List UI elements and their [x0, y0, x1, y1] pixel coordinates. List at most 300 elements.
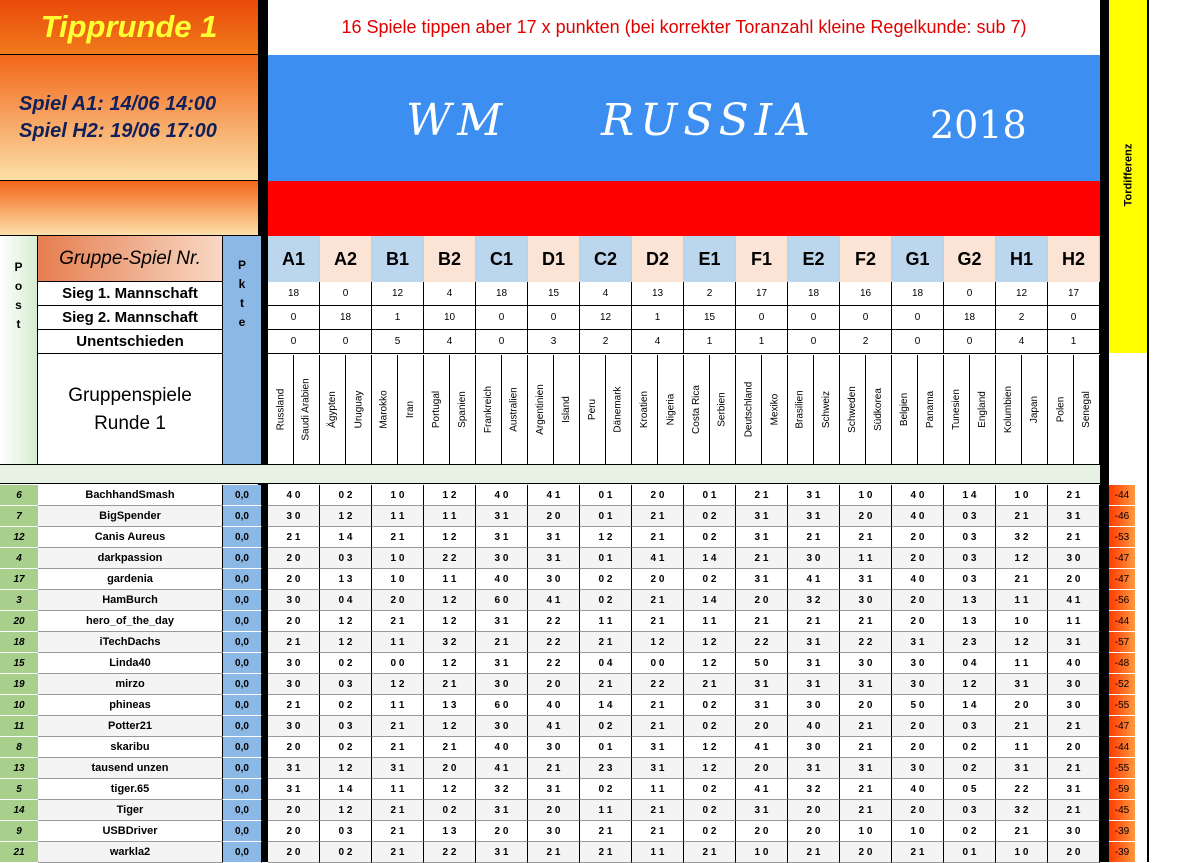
team-name: Brasilien [795, 390, 807, 429]
tip-cell: 1 4 [320, 779, 372, 800]
tip-cell: 2 1 [632, 527, 684, 548]
tip-cell: 3 1 [736, 800, 788, 821]
title-panel [0, 0, 258, 55]
tip-cell: 2 1 [1048, 716, 1100, 737]
tip-cell: 2 0 [892, 737, 944, 758]
player-position: 14 [0, 800, 38, 821]
team-name: Serbien [717, 392, 728, 427]
player-name: BachhandSmash [38, 485, 222, 506]
team-name: Russland [275, 388, 287, 431]
player-name: Potter21 [38, 716, 222, 737]
row-label-sieg1: Sieg 1. Mannschaft [38, 282, 222, 306]
tip-cell: 0 1 [580, 737, 632, 758]
player-points: 0,0 [222, 632, 262, 653]
team-away [554, 355, 580, 464]
match-header-e2: E2 [788, 236, 840, 282]
tip-cell: 3 0 [788, 548, 840, 569]
row-label-sieg2: Sieg 2. Mannschaft [38, 306, 222, 330]
match-header-g2: G2 [944, 236, 996, 282]
sieg1-count: 2 [684, 282, 736, 306]
sieg1-count: 17 [1048, 282, 1100, 306]
match-header-c1: C1 [476, 236, 528, 282]
tip-cell: 3 0 [892, 674, 944, 695]
player-points: 0,0 [222, 716, 262, 737]
tip-cell: 3 1 [736, 527, 788, 548]
tip-cell: 3 0 [528, 737, 580, 758]
team-away [398, 355, 424, 464]
player-points: 0,0 [222, 548, 262, 569]
pkte-letter-k: k [238, 277, 246, 291]
tip-cell: 3 1 [476, 842, 528, 863]
gruppenspiele-label [38, 355, 222, 464]
match-header-d2: D2 [632, 236, 684, 282]
tip-cell: 2 2 [424, 842, 476, 863]
tip-cell: 1 2 [684, 737, 736, 758]
tip-cell: 1 1 [372, 506, 424, 527]
team-away [1022, 355, 1048, 464]
tip-cell: 2 0 [892, 716, 944, 737]
team-name: Costa Rica [691, 385, 702, 434]
tip-cell: 3 1 [788, 758, 840, 779]
tip-cell: 1 1 [840, 548, 892, 569]
unentschieden-count: 1 [736, 330, 788, 354]
team-name: Südkorea [873, 388, 884, 431]
player-name: skaribu [38, 737, 222, 758]
tip-cell: 2 1 [788, 611, 840, 632]
sieg2-count: 2 [996, 306, 1048, 330]
tip-cell: 1 4 [684, 548, 736, 569]
player-points: 0,0 [222, 779, 262, 800]
tip-cell: 1 1 [424, 569, 476, 590]
team-name: Frankreich [483, 385, 494, 434]
team-name: Panama [925, 390, 936, 429]
tip-cell: 0 4 [320, 590, 372, 611]
tip-cell: 3 1 [476, 506, 528, 527]
sieg2-count: 0 [268, 306, 320, 330]
team-name: Ägypten [327, 391, 339, 428]
tip-cell: 0 3 [944, 506, 996, 527]
team-home [1048, 355, 1074, 464]
tip-cell: 2 1 [268, 527, 320, 548]
tip-cell: 4 0 [528, 695, 580, 716]
tip-cell: 1 2 [944, 674, 996, 695]
tip-cell: 3 1 [476, 653, 528, 674]
sieg2-count: 0 [788, 306, 840, 330]
player-points: 0,0 [222, 674, 262, 695]
team-name: Schweden [847, 386, 859, 433]
tip-cell: 3 0 [840, 590, 892, 611]
player-points: 0,0 [222, 737, 262, 758]
player-points: 0,0 [222, 590, 262, 611]
team-name: Spanien [457, 391, 469, 428]
player-position: 4 [0, 548, 38, 569]
tip-cell: 1 2 [424, 590, 476, 611]
tip-cell: 2 1 [684, 842, 736, 863]
post-letter-p: P [14, 260, 23, 274]
tip-cell: 2 1 [268, 695, 320, 716]
player-name: warkla2 [38, 842, 222, 863]
team-home [788, 355, 814, 464]
tordifferenz-value: -52 [1109, 674, 1135, 695]
sieg2-count: 18 [944, 306, 996, 330]
tip-cell: 2 1 [736, 485, 788, 506]
tordifferenz-value: -55 [1109, 695, 1135, 716]
match-header-g1: G1 [892, 236, 944, 282]
team-away [346, 355, 372, 464]
unentschieden-count: 1 [1048, 330, 1100, 354]
sieg2-count: 12 [580, 306, 632, 330]
tip-cell: 2 1 [840, 779, 892, 800]
sieg2-count: 0 [892, 306, 944, 330]
pkte-letter-e: e [238, 315, 246, 329]
tip-cell: 1 2 [684, 632, 736, 653]
tordifferenz-value: -53 [1109, 527, 1135, 548]
tip-cell: 2 1 [736, 548, 788, 569]
tip-cell: 2 1 [684, 674, 736, 695]
tip-cell: 4 1 [788, 569, 840, 590]
tip-cell: 2 0 [1048, 569, 1100, 590]
pkte-letter-t: t [240, 296, 244, 310]
tordifferenz-value: -56 [1109, 590, 1135, 611]
tip-cell: 4 0 [892, 779, 944, 800]
match-header-a2: A2 [320, 236, 372, 282]
tip-cell: 2 0 [268, 821, 320, 842]
tip-cell: 0 4 [944, 653, 996, 674]
red-band [268, 181, 1100, 236]
team-away [970, 355, 996, 464]
tip-cell: 1 2 [320, 632, 372, 653]
tip-cell: 1 1 [684, 611, 736, 632]
tip-cell: 1 2 [996, 548, 1048, 569]
tip-cell: 0 1 [944, 842, 996, 863]
tip-cell: 3 1 [1048, 632, 1100, 653]
match-header-f2: F2 [840, 236, 892, 282]
tip-cell: 0 2 [684, 716, 736, 737]
tip-cell: 2 1 [840, 527, 892, 548]
gruppe-spiel-label: Gruppe-Spiel Nr. [38, 236, 222, 282]
tip-cell: 0 2 [944, 821, 996, 842]
sieg2-count: 0 [476, 306, 528, 330]
player-position: 3 [0, 590, 38, 611]
tip-cell: 2 0 [736, 758, 788, 779]
unentschieden-count: 0 [268, 330, 320, 354]
tip-cell: 2 1 [840, 737, 892, 758]
tip-cell: 2 1 [1048, 800, 1100, 821]
player-position: 9 [0, 821, 38, 842]
tip-cell: 1 0 [892, 821, 944, 842]
team-home [996, 355, 1022, 464]
tip-cell: 2 1 [632, 506, 684, 527]
tip-cell: 1 1 [424, 506, 476, 527]
page-title: Tipprunde 1 [40, 9, 218, 44]
unentschieden-count: 2 [840, 330, 892, 354]
tip-cell: 2 1 [996, 506, 1048, 527]
sieg1-count: 13 [632, 282, 684, 306]
tip-cell: 2 1 [996, 569, 1048, 590]
tordifferenz-value: -55 [1109, 758, 1135, 779]
team-home [632, 355, 658, 464]
team-away [606, 355, 632, 464]
tip-cell: 0 3 [944, 548, 996, 569]
unentschieden-count: 5 [372, 330, 424, 354]
tip-cell: 2 1 [268, 632, 320, 653]
tordifferenz-value: -47 [1109, 548, 1135, 569]
tip-cell: 2 0 [424, 758, 476, 779]
tordifferenz-value: -59 [1109, 779, 1135, 800]
team-name: Schweiz [821, 390, 832, 429]
team-home [320, 355, 346, 464]
tip-cell: 1 2 [424, 485, 476, 506]
post-letter-t: t [16, 317, 21, 331]
tip-cell: 3 0 [268, 716, 320, 737]
tip-cell: 2 0 [840, 506, 892, 527]
tip-cell: 1 2 [320, 506, 372, 527]
tip-cell: 2 0 [788, 800, 840, 821]
team-home [372, 355, 398, 464]
tip-cell: 1 0 [736, 842, 788, 863]
tip-cell: 2 1 [580, 674, 632, 695]
tip-cell: 4 0 [892, 485, 944, 506]
tip-cell: 2 0 [892, 611, 944, 632]
tip-cell: 4 0 [268, 485, 320, 506]
tip-cell: 0 2 [320, 842, 372, 863]
tip-cell: 2 0 [736, 821, 788, 842]
player-name: HamBurch [38, 590, 222, 611]
team-home [580, 355, 606, 464]
tip-cell: 1 2 [424, 653, 476, 674]
player-name: Canis Aureus [38, 527, 222, 548]
tip-cell: 1 1 [632, 842, 684, 863]
player-name: gardenia [38, 569, 222, 590]
player-position: 15 [0, 653, 38, 674]
tip-cell: 1 1 [996, 737, 1048, 758]
player-points: 0,0 [222, 653, 262, 674]
tip-cell: 3 1 [788, 632, 840, 653]
team-name: Japan [1029, 395, 1040, 424]
tip-cell: 1 2 [424, 779, 476, 800]
tip-cell: 3 1 [736, 569, 788, 590]
tip-cell: 3 2 [788, 779, 840, 800]
sieg1-count: 4 [580, 282, 632, 306]
tip-cell: 2 0 [528, 674, 580, 695]
tip-cell: 2 0 [1048, 737, 1100, 758]
tip-cell: 1 2 [320, 758, 372, 779]
team-home [424, 355, 450, 464]
team-name: Australien [509, 387, 520, 432]
tip-cell: 4 0 [788, 716, 840, 737]
tip-cell: 2 0 [892, 590, 944, 611]
tip-cell: 4 1 [1048, 590, 1100, 611]
tip-cell: 0 0 [372, 653, 424, 674]
player-position: 5 [0, 779, 38, 800]
tip-cell: 0 3 [320, 674, 372, 695]
banner-russia: RUSSIA [601, 95, 816, 146]
tip-cell: 3 0 [528, 821, 580, 842]
tip-cell: 2 0 [840, 842, 892, 863]
tip-cell: 4 0 [1048, 653, 1100, 674]
gruppenspiele-line-2: Runde 1 [94, 412, 166, 434]
tip-cell: 2 2 [528, 632, 580, 653]
tip-cell: 0 0 [632, 653, 684, 674]
unentschieden-count: 0 [788, 330, 840, 354]
team-name: Tunesien [951, 389, 962, 430]
tip-cell: 3 1 [736, 695, 788, 716]
tip-cell: 3 0 [1048, 695, 1100, 716]
tip-cell: 0 2 [580, 590, 632, 611]
tip-cell: 1 0 [840, 821, 892, 842]
player-position: 13 [0, 758, 38, 779]
tip-cell: 2 2 [736, 632, 788, 653]
tip-cell: 6 0 [476, 590, 528, 611]
tip-cell: 3 0 [788, 737, 840, 758]
unentschieden-count: 0 [476, 330, 528, 354]
tip-cell: 1 2 [424, 716, 476, 737]
tip-cell: 2 1 [372, 527, 424, 548]
rules-subtitle: 16 Spiele tippen aber 17 x punkten (bei korrekter Toranzahl kleine Regelkunde: sub 7) [268, 0, 1100, 55]
tip-cell: 0 2 [944, 737, 996, 758]
unentschieden-count: 3 [528, 330, 580, 354]
tip-cell: 3 1 [996, 758, 1048, 779]
tip-cell: 1 0 [996, 485, 1048, 506]
tip-cell: 3 1 [788, 674, 840, 695]
tip-cell: 0 3 [944, 527, 996, 548]
match-header-b2: B2 [424, 236, 476, 282]
team-name: Portugal [431, 390, 442, 429]
tip-cell: 3 1 [996, 674, 1048, 695]
tordifferenz-value: -39 [1109, 842, 1135, 863]
player-name: hero_of_the_day [38, 611, 222, 632]
unentschieden-count: 4 [996, 330, 1048, 354]
tip-cell: 0 3 [320, 716, 372, 737]
tip-cell: 2 1 [632, 800, 684, 821]
tip-cell: 2 0 [840, 695, 892, 716]
tip-cell: 2 1 [580, 842, 632, 863]
tip-cell: 2 1 [632, 611, 684, 632]
unentschieden-count: 0 [320, 330, 372, 354]
tip-cell: 3 2 [996, 800, 1048, 821]
tip-cell: 0 3 [944, 800, 996, 821]
team-away [658, 355, 684, 464]
player-name: tausend unzen [38, 758, 222, 779]
tip-cell: 3 1 [528, 779, 580, 800]
sieg2-count: 0 [840, 306, 892, 330]
tip-cell: 1 1 [996, 653, 1048, 674]
player-points: 0,0 [222, 821, 262, 842]
tip-cell: 2 1 [1048, 485, 1100, 506]
tip-cell: 2 1 [424, 674, 476, 695]
tip-cell: 3 0 [268, 590, 320, 611]
sieg1-count: 4 [424, 282, 476, 306]
pkte-letter-p: P [237, 258, 246, 272]
tip-cell: 2 1 [372, 800, 424, 821]
player-points: 0,0 [222, 527, 262, 548]
tip-cell: 0 2 [684, 506, 736, 527]
tip-cell: 0 3 [944, 716, 996, 737]
tip-cell: 3 0 [840, 653, 892, 674]
tip-cell: 1 2 [320, 611, 372, 632]
team-name: Deutschland [743, 381, 754, 438]
tip-cell: 2 1 [996, 821, 1048, 842]
tip-cell: 1 0 [372, 569, 424, 590]
tip-cell: 0 2 [580, 716, 632, 737]
tip-cell: 2 0 [476, 821, 528, 842]
tip-cell: 3 2 [996, 527, 1048, 548]
team-away [450, 355, 476, 464]
tip-cell: 3 1 [1048, 779, 1100, 800]
tip-cell: 3 1 [736, 674, 788, 695]
player-position: 20 [0, 611, 38, 632]
sieg2-count: 15 [684, 306, 736, 330]
spiel-line-first: Spiel A1: 14/06 14:00 [19, 92, 217, 115]
tip-cell: 3 1 [528, 548, 580, 569]
player-name: iTechDachs [38, 632, 222, 653]
team-home [528, 355, 554, 464]
tip-cell: 1 4 [944, 485, 996, 506]
tip-cell: 3 0 [476, 548, 528, 569]
team-name: Saudi Arabien [301, 378, 312, 441]
player-name: mirzo [38, 674, 222, 695]
tip-cell: 4 1 [528, 485, 580, 506]
tip-cell: 2 0 [632, 569, 684, 590]
tip-cell: 0 3 [944, 569, 996, 590]
team-name: Kroatien [639, 390, 650, 429]
sieg1-count: 0 [944, 282, 996, 306]
tip-cell: 2 1 [840, 716, 892, 737]
sieg1-count: 16 [840, 282, 892, 306]
tip-cell: 2 2 [424, 548, 476, 569]
tip-cell: 6 0 [476, 695, 528, 716]
match-header-b1: B1 [372, 236, 424, 282]
tip-cell: 2 0 [892, 800, 944, 821]
tip-cell: 0 1 [580, 485, 632, 506]
tip-cell: 4 1 [736, 779, 788, 800]
tip-cell: 3 0 [1048, 674, 1100, 695]
tip-cell: 3 1 [840, 569, 892, 590]
tordifferenz-label: Tordifferenz [1122, 143, 1134, 207]
tip-cell: 3 0 [892, 653, 944, 674]
player-points: 0,0 [222, 758, 262, 779]
tordifferenz-value: -46 [1109, 506, 1135, 527]
team-name: Nigeria [665, 393, 676, 426]
team-name: Belgien [899, 392, 911, 427]
tip-cell: 2 0 [268, 842, 320, 863]
column-separator-far [1147, 0, 1149, 862]
tip-cell: 1 4 [684, 590, 736, 611]
tip-cell: 0 2 [684, 695, 736, 716]
tip-cell: 2 1 [1048, 527, 1100, 548]
tip-cell: 1 1 [632, 779, 684, 800]
tip-cell: 0 2 [580, 569, 632, 590]
player-name: USBDriver [38, 821, 222, 842]
tip-cell: 2 0 [528, 800, 580, 821]
tip-cell: 3 1 [788, 485, 840, 506]
tip-cell: 3 1 [736, 506, 788, 527]
tip-cell: 2 1 [372, 611, 424, 632]
tip-cell: 2 0 [892, 548, 944, 569]
sieg1-count: 18 [892, 282, 944, 306]
tip-cell: 2 1 [632, 821, 684, 842]
tip-cell: 3 2 [424, 632, 476, 653]
team-name: Island [561, 396, 572, 423]
tip-cell: 4 0 [476, 737, 528, 758]
tordifferenz-value: -45 [1109, 800, 1135, 821]
player-position: 11 [0, 716, 38, 737]
tip-cell: 1 2 [424, 527, 476, 548]
tip-cell: 2 1 [372, 842, 424, 863]
team-name: Senegal [1081, 391, 1093, 428]
column-separator-right [1100, 0, 1109, 862]
match-header-f1: F1 [736, 236, 788, 282]
